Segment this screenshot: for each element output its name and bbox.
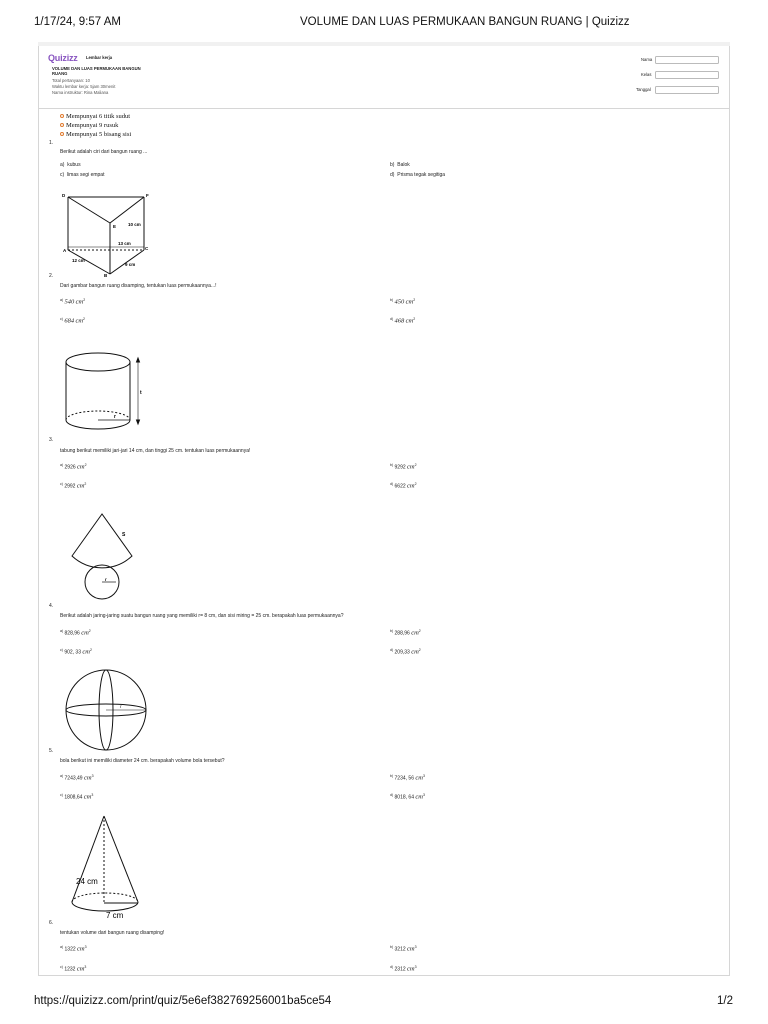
q4-option-a[interactable]: $^{a)}$ 828,96 $cm^2$ [60,629,91,637]
q4-option-b[interactable]: $^{b)}$ 288,96 $cm^2$ [390,629,421,637]
label-s: S [122,532,126,538]
option-circle-icon [60,114,64,118]
prev-option-2: Mempunyai 9 rusuk [66,121,119,129]
sheet-type: Lembar kerja [86,55,113,60]
quiz-title-line2: RUANG [52,71,68,76]
prev-option-1: Mempunyai 6 titik sudut [66,112,131,120]
question-6-number: 6. [49,920,54,926]
question-6-text: tentukan volume dari bangun ruang disamping! [60,930,165,936]
label-t: t [140,390,142,396]
question-2-text: Dari gambar bangun ruang disamping, tentukan luas permukaannya...! [60,283,217,289]
question-5-number: 5. [49,748,54,754]
question-5-text: bola berikut ini memiliki diameter 24 cm. berapakah volume bola tersebut? [60,758,225,764]
label-7cm: 7 cm [106,911,124,920]
q4-option-c[interactable]: $^{c)}$ 902, 33 $cm^2$ [60,648,92,656]
q1-option-b[interactable]: b) Balok [390,162,410,168]
name-label: Nama [641,57,653,62]
q1-option-a[interactable]: a) kubus [60,162,81,168]
q3-option-c[interactable]: $^{c)}$ 2992 $cm^2$ [60,482,87,490]
option-circle-icon [60,132,64,136]
q5-option-b[interactable]: $^{b)}$ 7234, 56 $cm^3$ [390,774,425,782]
cone-net-figure [62,510,148,606]
instructor-name: Nama instruktur: Rina Maliana [52,90,109,95]
label-b: B [104,273,108,278]
label-10cm: 10 cm [128,222,141,227]
question-1-number: 1. [49,140,54,146]
question-1-text: Berikut adalah ciri dari bangun ruang ... [60,149,148,155]
label-24cm: 24 cm [76,877,98,886]
q5-option-d[interactable]: $^{d)}$ 8018, 64 $cm^3$ [390,793,425,801]
label-e: E [113,224,117,229]
label-d: D [62,193,66,198]
triangular-prism-figure [58,190,158,278]
label-13cm: 13 cm [118,241,131,246]
label-a: A [63,248,67,253]
prev-option-3: Mempunyai 5 bisang sisi [66,130,132,138]
question-2-number: 2. [49,273,54,279]
page-title: VOLUME DAN LUAS PERMUKAAN BANGUN RUANG | Quizizz [300,16,630,28]
worksheet-time: Waktu lembar kerja: 5jam 30menit [52,84,116,89]
quizizz-logo: Quizizz [48,53,78,63]
question-4-number: 4. [49,603,54,609]
header-divider [38,108,730,109]
q3-option-a[interactable]: $^{a)}$ 2926 $cm^2$ [60,463,87,471]
q1-option-d[interactable]: d) Prisma tegak segitiga [390,172,446,178]
question-3-number: 3. [49,437,54,443]
label-c: C [145,246,149,251]
q1-option-c[interactable]: c) limas segi empat [60,172,105,178]
label-r: r [114,414,116,420]
label-12cm: 12 cm [72,258,85,263]
cone-figure [62,812,158,922]
total-questions: Total pertanyaan: 10 [52,78,90,83]
print-datetime: 1/17/24, 9:57 AM [34,16,121,28]
class-label: Kelas [641,72,652,77]
q5-option-a[interactable]: $^{a)}$ 7243,49 $cm^3$ [60,774,94,782]
q4-option-d[interactable]: $^{d)}$ 209,33 $cm^2$ [390,648,421,656]
page-url: https://quizizz.com/print/quiz/5e6ef382769256001ba5ce54 [34,995,332,1007]
label-r: r [105,577,107,582]
q2-option-d[interactable]: $^{d)}$ 468 $cm^2$ [390,317,416,325]
q6-option-a[interactable]: $^{a)}$ 1322 $cm^3$ [60,945,87,953]
cylinder-figure [60,350,156,436]
q3-option-b[interactable]: $^{b)}$ 9292 $cm^2$ [390,463,417,471]
q2-option-c[interactable]: $^{c)}$ 684 $cm^2$ [60,317,85,325]
name-field[interactable] [655,56,719,64]
label-f: F [146,193,149,198]
date-field[interactable] [655,86,719,94]
date-label: Tanggal [636,87,651,92]
q6-option-d[interactable]: $^{d)}$ 2312 $cm^3$ [390,965,417,973]
worksheet-top-bar [38,42,730,46]
label-9cm: 9 cm [125,262,136,267]
sphere-figure [60,668,156,754]
q2-option-b[interactable]: $^{b)}$ 450 $cm^2$ [390,298,416,306]
quiz-title-line1: VOLUME DAN LUAS PERMUKAAN BANGUN [52,66,141,71]
q6-option-c[interactable]: $^{c)}$ 1232 $cm^3$ [60,965,87,973]
q5-option-c[interactable]: $^{c)}$ 1808,64 $cm^3$ [60,793,94,801]
class-field[interactable] [655,71,719,79]
page-number: 1/2 [717,995,733,1007]
option-circle-icon [60,123,64,127]
q6-option-b[interactable]: $^{b)}$ 3212 $cm^3$ [390,945,417,953]
question-4-text: Berikut adalah jaring-jaring suatu bangun ruang yang memiliki r= 8 cm, dan sisi miring = 25 cm. berapakah luas permukaannya? [60,613,344,619]
question-3-text: tabung berikut memiliki jari-jari 14 cm, dan tinggi 25 cm. tentukan luas permukaannya! [60,448,251,454]
q3-option-d[interactable]: $^{d)}$ 6622 $cm^2$ [390,482,417,490]
label-r: r [120,704,122,709]
q2-option-a[interactable]: $^{a)}$ 540 $cm^2$ [60,298,86,306]
